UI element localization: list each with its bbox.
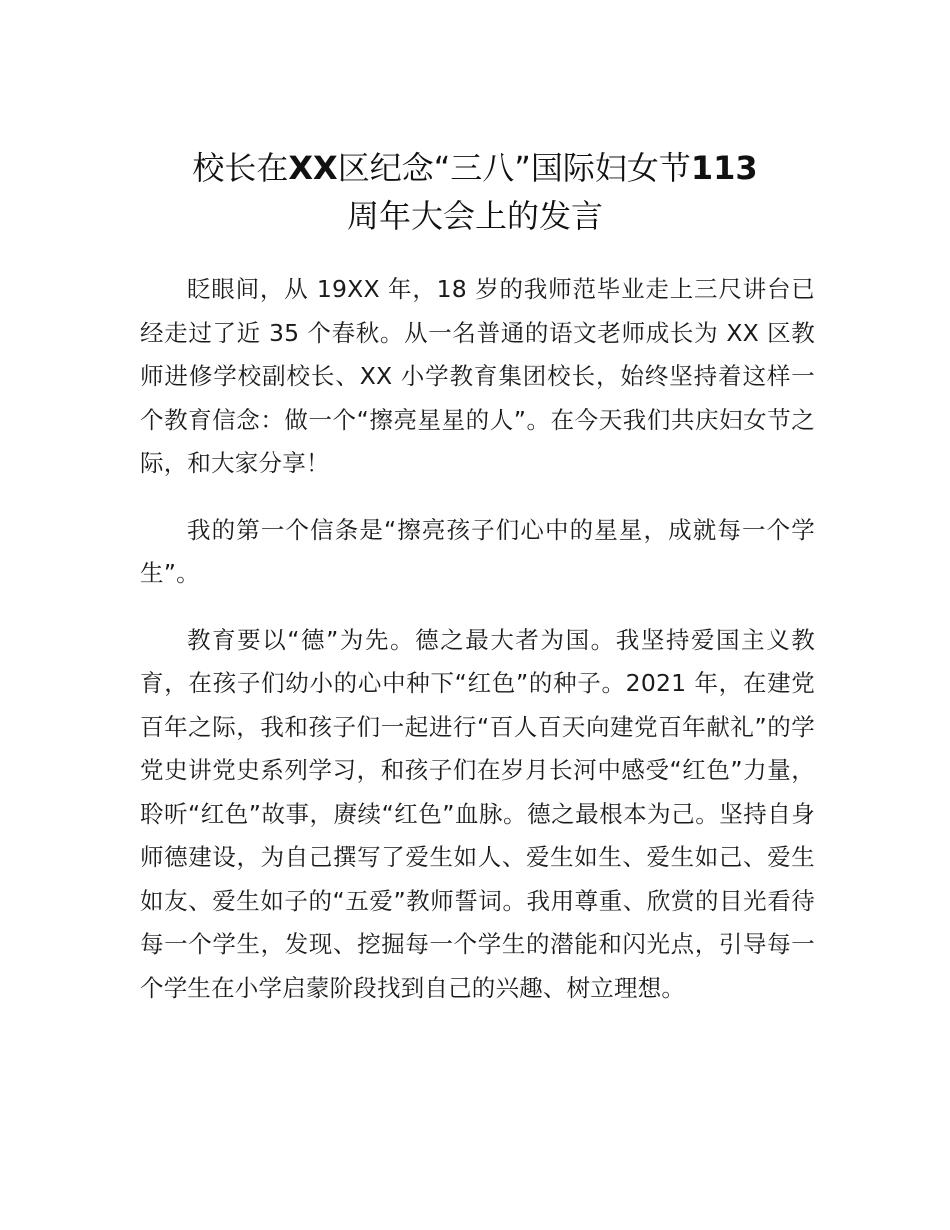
title-bold-text: 113 bbox=[690, 149, 758, 187]
paragraph: 眨眼间，从 19XX 年，18 岁的我师范毕业走上三尺讲台已经走过了近 35 个春秋。从一名普通的语文老师成长为 XX 区教师进修学校副校长、XX 小学教育集团校长，始终坚持着这样一个教育信念：做一个“擦亮星星的人”。在今天我们共庆妇女节之际，和大家分享！ bbox=[140, 275, 815, 477]
title-bold-text: XX bbox=[288, 149, 338, 187]
title-text: 区纪念“三八”国际妇女节 bbox=[337, 149, 691, 187]
document-body bbox=[140, 268, 815, 1033]
paragraph: 教育要以“德”为先。德之最大者为国。我坚持爱国主义教育，在孩子们幼小的心中种下“红色”的种子。2021 年，在建党百年之际，我和孩子们一起进行“百人百天向建党百年献礼”的学党史讲党史系列学习，和孩子们在岁月长河中感受“红色”力量，聆听“红色”故事，赓续“红色”血脉。德之最根本为己。坚持自身师德建设，为自己撰写了爱生如人、爱生如生、爱生如己、爱生如友、爱生如子的“五爱”教师誓词。我用尊重、欣赏的目光看待每一个学生，发现、挖掘每一个学生的潜能和闪光点，引导每一个学生在小学启蒙阶段找到自己的兴趣、树立理想。 bbox=[140, 625, 815, 1002]
document-title bbox=[120, 144, 830, 240]
title-text: 校长在 bbox=[192, 149, 289, 187]
paragraph: 我的第一个信条是“擦亮孩子们心中的星星，成就每一个学生”。 bbox=[140, 515, 815, 587]
title-text: 周年大会上的发言 bbox=[346, 197, 603, 235]
